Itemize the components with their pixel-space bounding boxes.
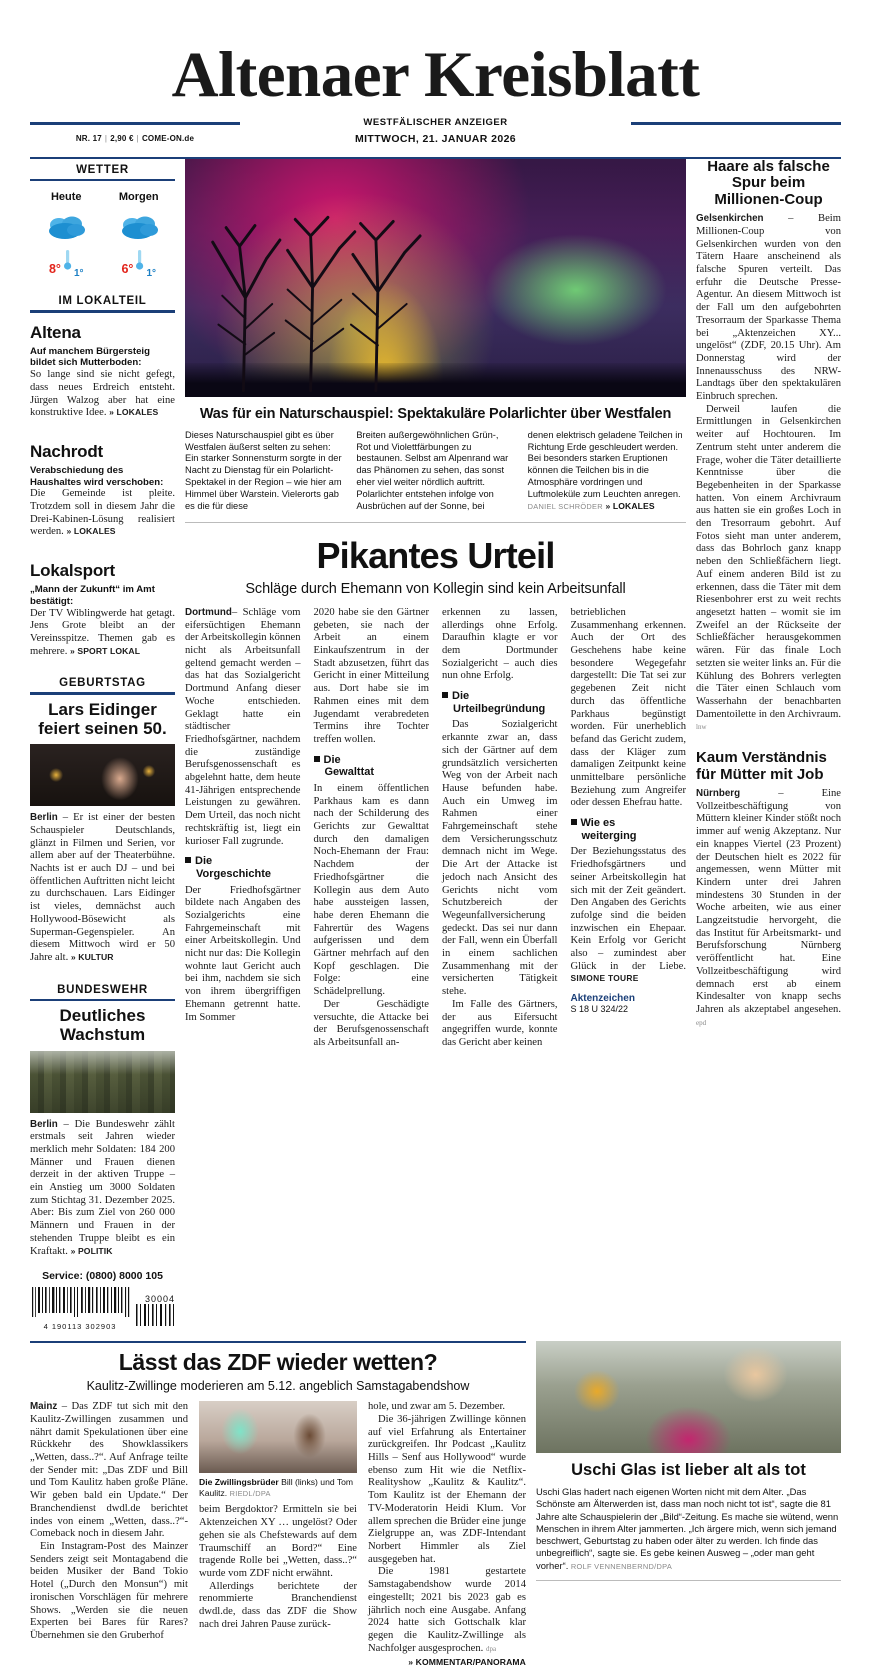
- bullet-square-icon: [185, 857, 191, 863]
- bullet-square-icon: [314, 756, 320, 762]
- dateline: Nürnberg: [696, 788, 741, 800]
- lead-story-paragraph: Im Falle des Gärtners, der aus Eifersucht angegriffen wurde, konnte das Gericht aber keinen: [442, 998, 558, 1048]
- hero-ref[interactable]: » LOKALES: [605, 501, 655, 512]
- lokalteil-lead: Verabschiedung des Haushaltes wird verschoben:: [30, 464, 164, 488]
- lead-story-col-1: Dortmund– Schläge vom eifersüchtigen Ehemann der Arbeitskollegin können nicht als Arbeitsunfall geltend gemacht werden – das hat das Sozialgericht Dortmund Anfang dieser Woche entschieden. Geklagt hatte ein städtischer Friedhofsgärtner, nachdem die zuständige Berufsgenossenschaft es abgelehnt hatte, dem heute 41-Jährigen entsprechende Leistungen zu gewähren. Dem Urteil, das noch nicht rechtskräftig ist, liegt ein kurioser Fall zugrunde. Die Vorgeschichte Der Friedhofsgärtner bildete nach Angaben des Sozialgerichts eine Fahrgemeinschaft mit einer Arbeitskollegin. Und nicht nur das: Die Kollegin wohnte laut Gericht auch bei ihm, nachdem sie sich von ihrem übergriffigen Ehemann getrennt hatte. Im Sommer: [185, 606, 301, 1023]
- bullet-square-icon: [442, 692, 448, 698]
- hero-credit: DANIEL SCHRÖDER: [527, 502, 603, 512]
- hero-caption-col: Dieses Naturschauspiel gibt es über Westfalen äußerst selten zu sehen: Ein starker Sonnensturm sorgte in der Nacht zu Dienstag für ein Polarlicht-Spektakel in der Region – wie hier am Himmel über Warstein. Vielerorts gab es die für diese: [185, 429, 342, 512]
- lokalteil-lead: Auf manchem Bürgersteig bildet sich Mutterboden:: [30, 345, 150, 369]
- weather-day-label: Morgen: [118, 191, 159, 204]
- uschi-photo: [536, 1341, 841, 1453]
- zdf-columns: [30, 1401, 526, 1667]
- divider: [185, 522, 686, 523]
- lokalteil-body: So lange sind sie nicht gefegt, dass neues Erdreich entsteht. Jürgen Walzog aber hat eine konstruktive Idee. » LOKALES: [30, 369, 175, 419]
- thermometer-icon: [63, 249, 72, 276]
- zdf-paragraph: Allerdings berichtete der renommierte Branchendienst dwdl.de, dass das ZDF die Show nach drei Jahren Pause zurück-: [199, 1580, 357, 1630]
- right-sidebar: [696, 159, 841, 1332]
- temp-high: 8°: [48, 262, 61, 277]
- muetter-credit: epd: [696, 1018, 707, 1027]
- masthead-rule-left: [30, 122, 240, 125]
- muetter-body: Nürnberg – Eine Vollzeitbeschäftigung von Müttern kleiner Kinder stößt noch immer auf wenig Akzeptanz. Nur ein knappes Viertel (23 Prozent) der Deutschen hielt es 2022 für angemessen, wenn Mütter mit Kindern unter drei Jahren mindestens 30 Stunden in der Woche arbeiten, wie aus einer Langzeitstudie hervorgeht, die das Institut für Arbeitsmarkt- und Berufsforschung Nürnberg veröffentlicht hat. Eine Vollzeitbeschäftigung wird demnach erst ab einem Kindesalter von knapp sechs Jahren als akzeptabel angesehen. epd: [696, 788, 841, 1027]
- geburtstag-body: Berlin – Er ist einer der besten Schauspieler Deutschlands, glänzt in Filmen und Serien, vor allem aber auf der Theaterbühne. Nachts ist er auch DJ – und bei öffentlichen Auftritten nicht leicht zu durchschauen. Lars Eidinger ist vieles, demnächst auch Hollywood-Bösewicht als Superman-Gegenspieler. An diesem Mittwoch wird er 50 Jahre alt. » KULTUR: [30, 812, 175, 963]
- weather-rule: [30, 179, 175, 182]
- hero-caption-headline: Was für ein Naturschauspiel: Spektakuläre Polarlichter über Westfalen: [199, 405, 672, 422]
- zdf-paragraph: Die 1981 gestartete Samstagabendshow wurde 2014 eingestellt; 2021 bis 2023 gab es jährlich noch eine Ausgabe. Anfang 2024 hatte sich Gottschalk klar gegen die Kaulitz-Zwillinge als Nachfolger ausgesprochen. dpa: [368, 1566, 526, 1654]
- barcode-addon: [135, 1304, 175, 1326]
- lokalteil-ref[interactable]: » SPORT LOKAL: [70, 645, 141, 656]
- temp-low: 1°: [73, 268, 84, 280]
- tree-silhouette: [205, 205, 435, 391]
- masthead-sub-row: [30, 133, 841, 145]
- lead-story-paragraph: Der Beziehungsstatus des Friedhofsgärtners und seiner Arbeitskollegin hat sich mit der Zeit geändert. Den Angaben des Gerichts zufolge sind die beiden inzwischen ein Ehepaar. Kein Erfolg vor Gericht also – zumindest aber Glück in der Liebe. SIMONE TOURE: [570, 846, 686, 984]
- aktenzeichen-value: S 18 U 324/22: [570, 1004, 629, 1015]
- lead-story-paragraph: erkennen zu lassen, allerdings ohne Erfolg. Daraufhin klagte er vor dem Dortmunder Sozialgericht – auch dies nun ohne Erfolg.: [442, 606, 558, 682]
- lead-story-paragraph: betrieblichen Zusammenhang erkennen. Auch der Ort des Geschehens habe keine besondere Wegegefahr dargestellt: Die Tat sei zur gegebenen Zeit nicht durch das öffentliche Parkhaus begünstigt worden. Für unerheblich befand das Gericht zudem, dass der Kläger zum damaligen Zeitpunkt keine unmittelbare persönliche Beziehung zum Angreifer oder dessen Ehefrau hatte.: [570, 606, 686, 809]
- lead-subhead: Wie es weiterging: [571, 817, 687, 842]
- lokalteil-ref[interactable]: » LOKALES: [109, 407, 159, 418]
- lokalteil-body: Der TV Wiblingwerde hat getagt. Jens Grote bleibt an der Vereinsspitze. Themen gab es mehrere. » SPORT LOKAL: [30, 607, 175, 657]
- lokalteil-section-label: IM LOKALTEIL: [58, 295, 147, 308]
- zdf-paragraph: hole, und zwar am 5. Dezember.: [368, 1401, 506, 1413]
- thermometer-icon: [135, 249, 144, 276]
- gelsenkirchen-body-2: Derweil laufen die Ermittlungen in Gelsenkirchen weiter auf Hochtouren. Im Zentrum steht unter anderem die Frage, woher die Täter detaillierte Kenntnisse über die Begebenheiten in der Sparkasse hatten. Von einem Archivraum aus hatten sie ein großes Loch in den Tresorraum gebohrt. Auf Fotos sieht man unter anderem, dass das Bohrloch ganz knapp neben den Schließfächern liegt. Auf einem anderen Bild ist zu erkennen, dass die Täter mit dem Riesenbohrer erst zu weit rechts angesetzt hatten – womit sie im Zweifel an der Rückseite der Schließfächer herausgekommen wären. Für das finale Loch setzten sie weiter links an. Für die Kühlung des Bohrers verlegten die Täter einen Schlauch vom Wasserhahn der benachbarten Damentoilette in den Archivraum. lnw: [696, 403, 841, 732]
- lokalteil-lead: „Mann der Zukunft“ im Amt bestätigt:: [30, 584, 155, 607]
- weather-temps: [106, 249, 172, 280]
- masthead-rule-right: [631, 122, 841, 125]
- zdf-paragraph: beim Bergdoktor? Ermitteln sie bei Aktenzeichen XY … ungelöst? Oder gehen sie als Chefstewards auf dem Traumschiff an Bord?“ Eine tragende Rolle bei „Wetten, dass..?“ wurde vom ZDF nicht erwähnt.: [199, 1504, 357, 1579]
- uschi-article: [536, 1341, 841, 1667]
- hero-caption-col: denen elektrisch geladene Teilchen in Richtung Erde geschleudert werden. Bei besonders starken Eruptionen können die Teilchen bis in die Atmosphäre vordringen und Luftmoleküle zum Leuchten anregen. DANIEL SCHRÖDER » LOKALES: [527, 429, 683, 512]
- zdf-photo: [199, 1401, 357, 1473]
- muetter-headline: Kaum Verständnis für Mütter mit Job: [696, 749, 827, 783]
- lead-story-col-4: [571, 607, 687, 1050]
- barcode-addon-number: 30004: [144, 1294, 175, 1305]
- geburtstag-photo: [30, 744, 175, 806]
- masthead-banner-line: WESTFÄLISCHER ANZEIGER: [363, 117, 508, 129]
- lokalteil-place: Lokalsport: [30, 561, 115, 581]
- masthead-rule-row: [30, 117, 841, 129]
- dateline: Berlin: [30, 812, 58, 824]
- bundeswehr-body: Berlin – Die Bundeswehr zählt erstmals seit Jahren wieder merklich mehr Soldaten: 184 200 Männer und Frauen dienen derzeit in der aktiven Truppe – ein Anstieg um 3000 Soldaten zum Stichtag 31. Dezember 2025. Aber: Bis zum Ziel von 260 000 Männern und Frauen in der stehenden Truppe bleibt es ein Kraftakt. » POLITIK: [30, 1118, 175, 1257]
- geburtstag-headline: Lars Eidinger feiert seinen 50.: [38, 699, 167, 738]
- zdf-photo-credit: RIEDL/DPA: [229, 1488, 271, 1498]
- bundeswehr-headline: Deutliches Wachstum: [59, 1006, 146, 1044]
- barcode-area: [30, 1287, 175, 1331]
- lead-story-headline: Pikantes Urteil: [316, 534, 555, 576]
- bundeswehr-photo: [30, 1051, 175, 1113]
- gelsenkirchen-credit: lnw: [696, 723, 707, 732]
- hero-caption-col: Breiten außergewöhnlichen Grün-, Rot und Violettfärbungen zu bestaunen. Selbst am Alpenrand war das Phänomen zu sehen, das sonst eher viel weiter nördlich auftritt. Polarlichter entstehen infolge von Ausbrüchen auf der Sonne, bei: [356, 429, 509, 512]
- cloud-icon: [33, 210, 99, 244]
- zdf-paragraph: Die 36-jährigen Zwillinge können auf viel Erfahrung als Entertainer zurückgreifen. Ihr Podcast „Kaulitz Hills – Senf aus Hollywood“ wurde ebenso zum Hit wie die Netflix-Realityshow „Kaulitz & Kaulitz“. Tom Kaulitz ist der Ehemann der TV-Moderatorin Heidi Klum. Vor allem sprechen die Brüder eine junge Zielgruppe an, was ZDF-Intendant Norbert Himmler als Ziel ausgegeben hat.: [368, 1413, 526, 1565]
- barcode-number: 4 190113 302903: [43, 1322, 117, 1332]
- lead-story-byline: SIMONE TOURE: [570, 973, 639, 984]
- temp-low: 1°: [146, 268, 156, 280]
- zdf-col-1: Mainz – Das ZDF tut sich mit den Kaulitz-Zwillingen zusammen und nährt damit Spekulationen über eine Rückkehr des Showklassikers „Wetten, dass..?“. Auf Anfrage teilte der Sender mit: „Das ZDF und Bill und Tom Kaulitz haben große Pläne. Wir geben bald ein Update.“ Der Branchendienst dwdl.de berichtet indes von einem „Wetten, dass..?“-Comeback noch in diesem Jahr. Ein Instagram-Post des Mainzer Senders zeigt seit Montagabend die beiden Musiker der Band Tokio Hotel („Durch den Monsun“) mit ironischen Vorschlägen für mehrere Shows. „Werden sie die neuen Experten bei Bares für Rares? Übernehmen sie den Gruberhof: [30, 1401, 188, 1641]
- lead-story-paragraph: Der Geschädigte versuchte, die Attacke bei der Berufsgenossenschaft als Arbeitsunfall an-: [313, 998, 429, 1048]
- dateline: Gelsenkirchen: [696, 213, 764, 225]
- lead-story-paragraph: Der Friedhofsgärtner bildete nach Angaben des Sozialgerichts eine Fahrgemeinschaft mit einer Arbeitskollegin. Und nicht nur das: Die Kollegin wohnte laut Gericht auch bei ihm, nachdem sie sich von ihrem übergriffigen Ehemann getrennt hatte. Im Sommer: [185, 884, 301, 1023]
- dateline: Berlin: [30, 1118, 58, 1130]
- hero-caption-columns: [185, 430, 686, 513]
- weather-day-tomorrow: [106, 191, 172, 280]
- zdf-photo-caption: Die Zwillingsbrüder Bill (links) und Tom Kaulitz. RIEDL/DPA: [199, 1477, 354, 1498]
- weather-day-today: [33, 191, 99, 280]
- website-link[interactable]: COME-ON.de: [141, 133, 195, 143]
- weather-section-label: WETTER: [76, 163, 129, 176]
- hero-photo: [185, 159, 686, 397]
- lead-story-col-2: [314, 607, 430, 1050]
- lokalteil-item[interactable]: [30, 561, 175, 658]
- lokalteil-body: Die Gemeinde ist pleite. Trotzdem soll in diesem Jahr die Drei-Kabinen-Lösung realisiert werden. » LOKALES: [30, 488, 175, 538]
- weather-day-label: Heute: [50, 191, 82, 204]
- lokalteil-place: Nachrodt: [30, 441, 104, 461]
- uschi-body: Uschi Glas hadert nach eigenen Worten nicht mit dem Alter. „Das Schönste am Älterwerden ist, dass man noch nicht tot ist“, sagte die 81 Jahre alte Schauspielerin der „Bild“-Zeitung. Es mache sie wütend, wenn Menschen in ihrem Alter jammerten. „Ich ärgere mich, wenn sich jemand beschwert, Geburtstag zu haben oder älter zu werden. Ich finde das unbegreiflich“, sagte sie. Es gebe keinen Ausweg – „oder man geht vorher“. ROLF VENNENBERND/DPA: [536, 1486, 839, 1571]
- zdf-ref[interactable]: » KOMMENTAR/PANORAMA: [408, 1657, 526, 1667]
- divider: [536, 1580, 841, 1581]
- geburtstag-section-label: GEBURTSTAG: [59, 677, 146, 690]
- masthead: [30, 0, 841, 145]
- masthead-issue-info: NR. 17 | 2,90 € | COME-ON.de: [75, 133, 195, 143]
- bundeswehr-ref[interactable]: » POLITIK: [70, 1245, 113, 1256]
- masthead-date: MITTWOCH, 21. JANUAR 2026: [354, 132, 517, 145]
- temp-high: 6°: [121, 262, 134, 277]
- bullet-square-icon: [571, 819, 577, 825]
- service-phone: Service: (0800) 8000 105: [42, 1270, 163, 1283]
- zdf-article: [30, 1341, 526, 1667]
- lead-story-columns: [185, 607, 686, 1050]
- zdf-col-2: [199, 1401, 357, 1667]
- weather-widget: [30, 187, 175, 280]
- lead-story-paragraph: Das Sozialgericht erkannte zwar an, dass sich der Gärtner auf dem grundsätzlich versicherten Weg von der Arbeit nach Hause befunden habe. Auch ein Umweg im Rahmen einer Fahrgemeinschaft stehe dem Versicherungsschutz demnach nicht im Wege. Die Art der Attacke ist jedoch nach Ansicht des Gerichts nicht vom Schutzbereich der Wegeunfallversicherung gedeckt. Das sei nur dann der Fall, wenn ein Überfall in einem sachlichen Zusammenhang mit der versicherten Tätigkeit stehe.: [442, 719, 558, 998]
- cloud-icon: [106, 210, 172, 244]
- main-content-grid: [30, 157, 841, 1332]
- lead-story-paragraph: In einem öffentlichen Parkhaus kam es dann nach der Schilderung des Gerichts zur Gewalttat durch den damaligen Noch-Ehemann der Frau: Nachdem der Friedhofsgärtner die Kollegin aus dem Auto habe aussteigen lassen, habe deren Ehemann die Fahrertür des Wagens aufgerissen und dem Gärtner mehrfach auf den Kopf geschlagen. Die Folge: eine Schädelprellung.: [313, 782, 429, 998]
- dateline: Mainz: [30, 1401, 58, 1413]
- lokalteil-rule: [30, 310, 175, 313]
- lead-story-col-3: [442, 607, 558, 1050]
- bottom-section: [30, 1341, 841, 1667]
- zdf-subheadline: Kaulitz-Zwillinge moderieren am 5.12. angeblich Samstagabendshow: [86, 1379, 470, 1394]
- barcode-main: [30, 1287, 130, 1321]
- gelsenkirchen-body-1: Gelsenkirchen – Beim Millionen-Coup von Gelsenkirchen wurden von den Tätern Haare anscheinend als falsche Spuren verteilt. Das erfuhr die Deutsche Presse-Agentur. An diesem Mittwoch ist der Fall um den aufgebohrten Tresorraum der Sparkasse Thema bei „Aktenzeichen XY... ungelöst“ (ZDF, 20.15 Uhr). Am Donnerstag wird der Innenausschuss des NRW-Landtags über den spektakulären Einbruch sprechen.: [696, 213, 841, 403]
- lokalteil-place: Altena: [30, 322, 81, 342]
- lead-subhead: Die Urteilbegründung: [442, 690, 558, 715]
- lokalteil-item[interactable]: [30, 442, 175, 539]
- geburtstag-rule: [30, 692, 175, 695]
- geburtstag-ref[interactable]: » KULTUR: [70, 951, 114, 962]
- uschi-headline: Uschi Glas ist lieber alt als tot: [571, 1461, 806, 1480]
- zdf-credit: dpa: [485, 1644, 497, 1653]
- bundeswehr-rule: [30, 999, 175, 1002]
- zdf-col-3: [368, 1401, 526, 1667]
- lead-story-subheadline: Schläge durch Ehemann von Kollegin sind kein Arbeitsunfall: [245, 580, 626, 597]
- lead-subhead: Die Gewalttat: [314, 754, 430, 779]
- weather-temps: [33, 249, 99, 280]
- zdf-rule: [30, 1341, 526, 1343]
- zdf-headline: Lässt das ZDF wieder wetten?: [118, 1349, 438, 1376]
- uschi-credit: ROLF VENNENBERND/DPA: [570, 1561, 673, 1571]
- lokalteil-item[interactable]: [30, 323, 175, 420]
- gelsenkirchen-headline: Haare als falsche Spur beim Millionen-Coup: [707, 157, 830, 208]
- left-sidebar: [30, 159, 175, 1332]
- dateline: Dortmund: [185, 606, 232, 618]
- issue-price: 2,90 €: [110, 133, 134, 143]
- lead-subhead: Die Vorgeschichte: [185, 855, 301, 880]
- bundeswehr-section-label: BUNDESWEHR: [57, 983, 148, 996]
- aktenzeichen-label: Aktenzeichen: [570, 993, 635, 1005]
- main-column: [185, 159, 686, 1332]
- issue-number: NR. 17: [75, 133, 102, 143]
- lokalteil-ref[interactable]: » LOKALES: [66, 526, 116, 537]
- lead-story-paragraph: 2020 habe sie den Gärtner gebeten, sie nach der Arbeit an einem Einkaufszentrum in der Stadt abzusetzen, führt das Gericht in einer Mitteilung aus. Dort habe sie im Rahmen eines mit dem Jugendamt verabredeten Termins ihre Tochter treffen wollen.: [313, 606, 429, 745]
- newspaper-title: Altenaer Kreisblatt: [171, 39, 700, 111]
- zdf-paragraph: Ein Instagram-Post des Mainzer Senders zeigt seit Montagabend die beiden Musiker der Band Tokio Hotel („Durch den Monsun“) mit ironischen Vorschlägen für mehrere Shows. „Werden sie die neuen Experten bei Bares für Rares? Übernehmen sie den Gruberhof: [30, 1541, 188, 1641]
